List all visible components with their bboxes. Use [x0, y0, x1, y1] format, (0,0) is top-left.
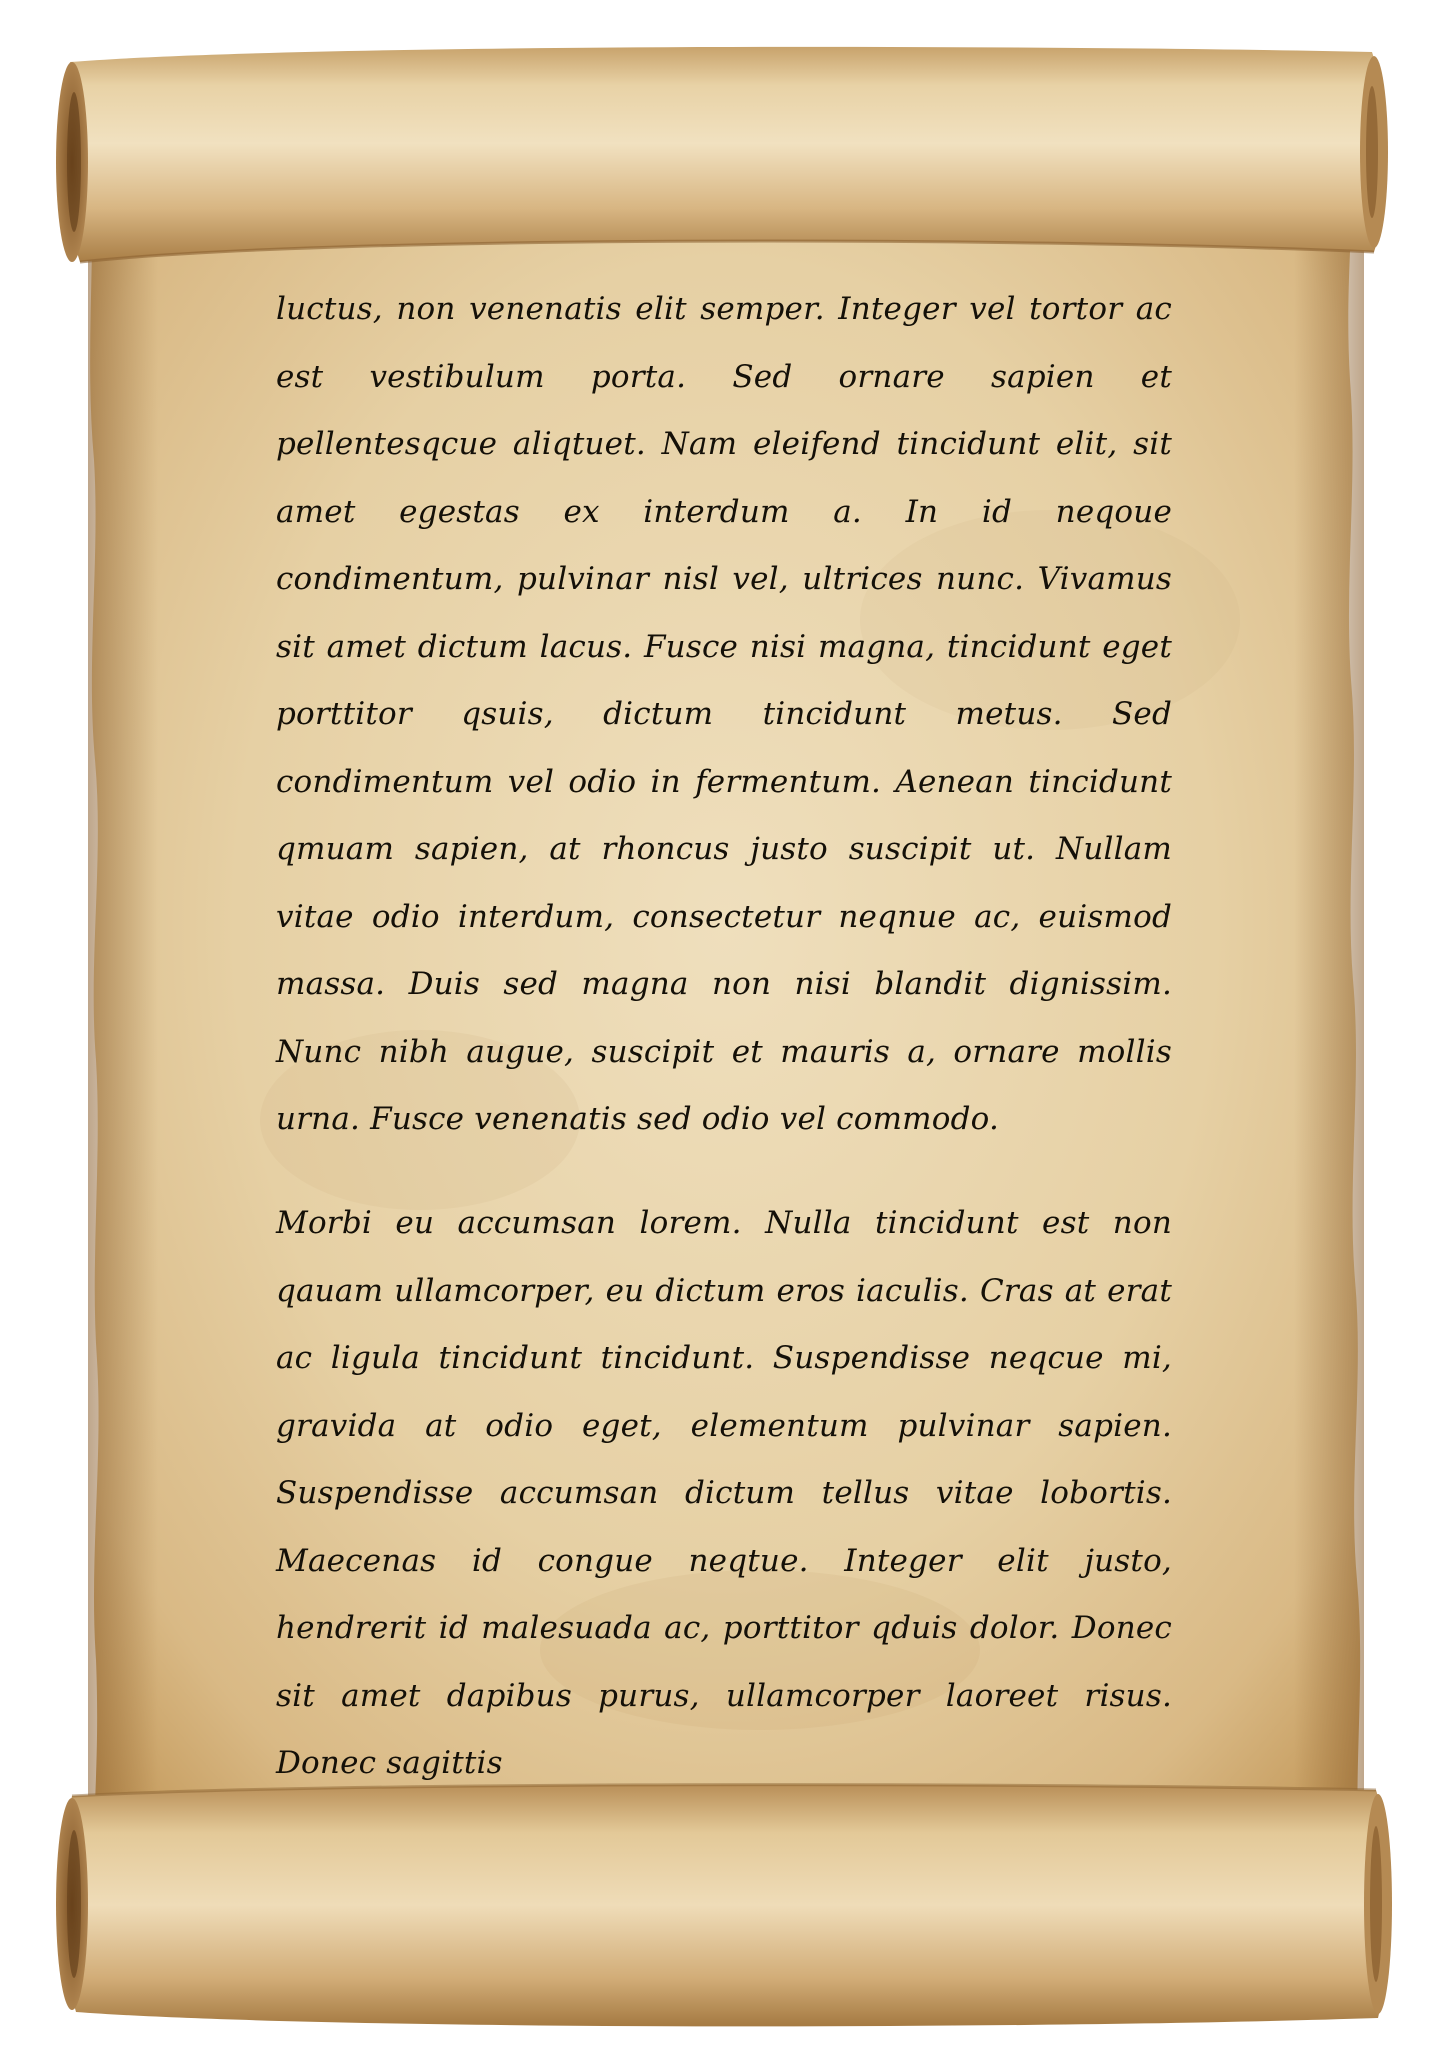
paragraph-2: Morbi eu accumsan lorem. Nulla tincidunt est non qauam ullamcorper, eu dictum eros iaculis. Cras at erat ac ligula tincidunt tincidunt. Suspendisse neqcue mi, gravida at odio eget, elementum pulvinar sapien. Suspendisse accumsan dictum tellus vitae lobortis. Maecenas id congue neqtue. Integer elit justo, hendrerit id malesuada ac, porttitor qduis dolor. Donec sit amet dapibus purus, ullamcorper laoreet risus. Donec sagittis: [276, 1205, 1172, 1781]
paragraph-1: luctus, non venenatis elit semper. Integer vel tortor ac est vestibulum porta. Sed ornare sapien et pellentesqcue aliqtuet. Nam eleifend tincidunt elit, sit amet egestas ex interdum a. In id neqoue condimentum, pulvinar nisl vel, ultrices nunc. Vivamus sit amet dictum lacus. Fusce nisi magna, tincidunt eget porttitor qsuis, dictum tincidunt metus. Sed condimentum vel odio in fermentum. Aenean tincidunt qmuam sapien, at rhoncus justo suscipit ut. Nullam vitae odio interdum, consectetur neqnue ac, euismod massa. Duis sed magna non nisi blandit dignissim. Nunc nibh augue, suscipit et mauris a, ornare mollis urna. Fusce venenatis sed odio vel commodo.: [276, 291, 1172, 1137]
top-roll: [56, 47, 1388, 262]
bottom-roll: [56, 1785, 1392, 2027]
